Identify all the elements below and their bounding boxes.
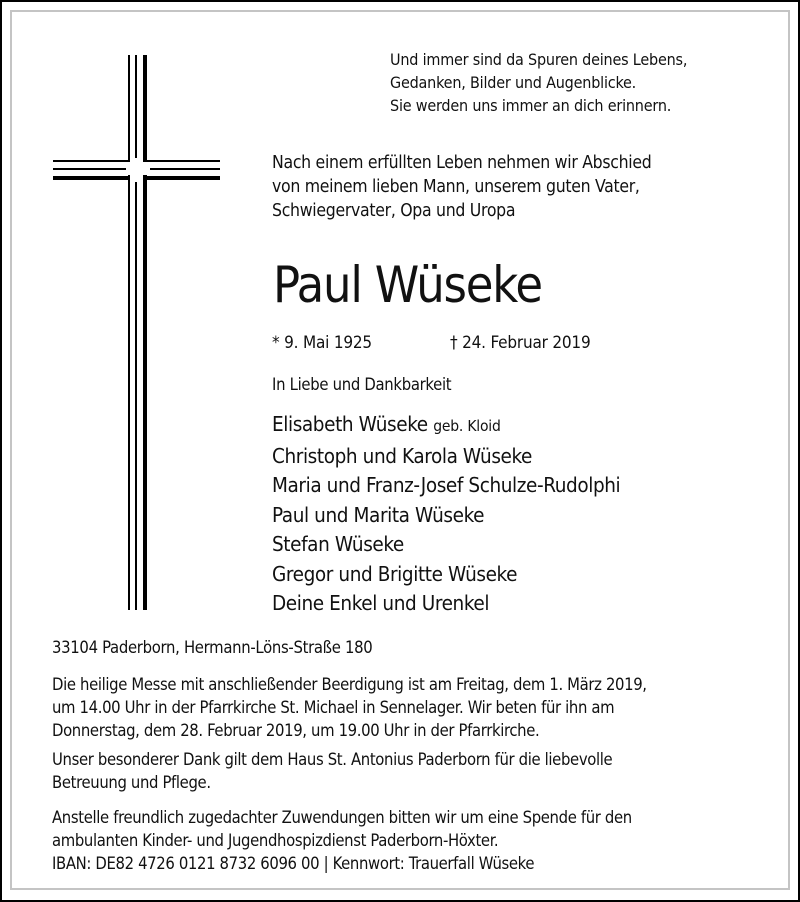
paragraph-line: um 14.00 Uhr in der Pfarrkirche St. Michael in Sennelager. Wir beten für ihn am xyxy=(52,698,615,717)
funeral-service-info xyxy=(52,673,647,742)
mourners-list xyxy=(272,410,620,619)
intro-line: Schwiegervater, Opa und Uropa xyxy=(272,201,516,221)
mourner-item xyxy=(272,410,620,442)
motto-text xyxy=(390,48,687,117)
paragraph-line: Anstelle freundlich zugedachter Zuwendungen bitten wir um eine Spende für den xyxy=(52,808,632,827)
motto-line: Sie werden uns immer an dich erinnern. xyxy=(390,96,672,115)
mourner-item: Deine Enkel und Urenkel xyxy=(272,591,490,615)
paragraph-line: Die heilige Messe mit anschließender Beerdigung ist am Freitag, dem 1. März 2019, xyxy=(52,675,647,694)
intro-line: von meinem lieben Mann, unserem guten Vater, xyxy=(272,177,640,197)
mourner-item: Maria und Franz-Josef Schulze-Rudolphi xyxy=(272,473,621,497)
birth-date: * 9. Mai 1925 xyxy=(272,333,372,353)
life-dates xyxy=(272,331,591,355)
paragraph-line: ambulanten Kinder- und Jugendhospizdienst Paderborn-Höxter. xyxy=(52,831,499,850)
mourner-item: Gregor und Brigitte Wüseke xyxy=(272,561,518,586)
intro-text xyxy=(272,151,651,223)
mourner-name: Elisabeth Wüseke xyxy=(272,412,428,436)
cross-icon xyxy=(0,0,240,640)
motto-line: Und immer sind da Spuren deines Lebens, xyxy=(390,50,688,69)
donation-paragraph xyxy=(52,806,632,875)
thanks-paragraph xyxy=(52,748,612,794)
paragraph-line: Betreuung und Pflege. xyxy=(52,773,211,792)
paragraph-line: Unser besonderer Dank gilt dem Haus St. Antonius Paderborn für die liebevolle xyxy=(52,750,613,769)
mourner-item: Stefan Wüseke xyxy=(272,532,404,556)
mourner-item: Paul und Marita Wüseke xyxy=(272,502,485,527)
family-address: 33104 Paderborn, Hermann-Löns-Straße 180 xyxy=(52,638,373,657)
iban-line: IBAN: DE82 4726 0121 8732 6096 00 | Kennwort: Trauerfall Wüseke xyxy=(52,854,535,873)
deceased-name: Paul Wüseke xyxy=(273,256,542,314)
paragraph-line: Donnerstag, dem 28. Februar 2019, um 19.00 Uhr in der Pfarrkirche. xyxy=(52,721,540,740)
intro-line: Nach einem erfüllten Leben nehmen wir Abschied xyxy=(272,153,652,173)
death-date: † 24. Februar 2019 xyxy=(450,333,591,353)
motto-line: Gedanken, Bilder und Augenblicke. xyxy=(390,73,637,92)
mourner-item: Christoph und Karola Wüseke xyxy=(272,443,532,468)
mourner-note: geb. Kloid xyxy=(433,417,501,435)
closing-phrase: In Liebe und Dankbarkeit xyxy=(272,375,452,394)
